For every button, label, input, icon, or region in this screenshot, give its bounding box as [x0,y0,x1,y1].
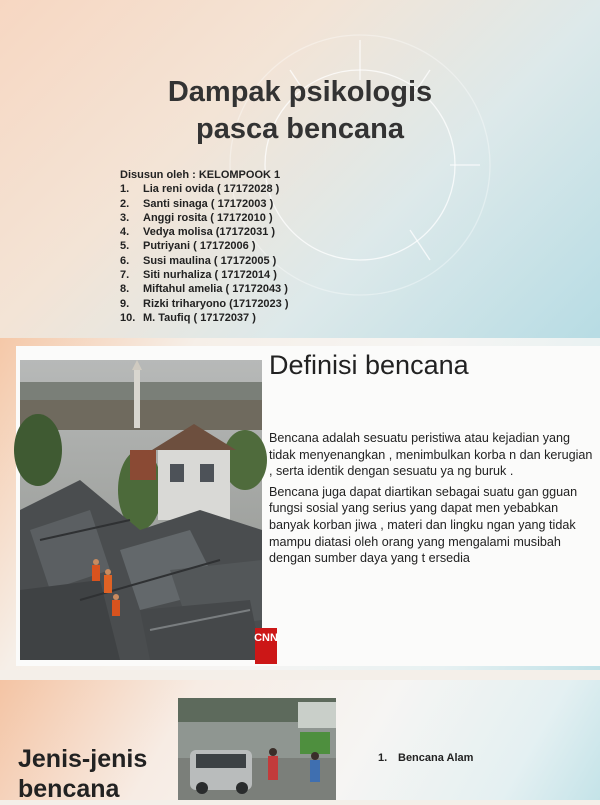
list-number: 8. [120,283,130,296]
title-slide [0,0,600,338]
definition-title: Definisi bencana [269,350,469,380]
list-number: 1. [378,752,388,764]
flood-photo [178,698,336,800]
list-number: 3. [120,211,130,224]
member-name: Santi sinaga ( 17172003 ) [143,197,274,210]
credits-block [120,168,289,325]
member-name: Vedya molisa (17172031 ) [143,226,276,239]
list-item [120,268,289,282]
definition-paragraph-1: Bencana adalah sesuatu peristiwa atau kejadian yang tidak menyenangkan , menimbulkan korba n dan kerugian , serta identik dengan sesuatu ya ng buruk . [269,431,593,479]
member-name: M. Taufiq ( 17172037 ) [143,311,256,324]
list-number: 5. [120,240,130,253]
member-name: Siti nurhaliza ( 17172014 ) [143,269,277,282]
list-number: 4. [120,226,130,239]
types-slide [0,680,600,803]
type-name: Bencana Alam [398,752,474,764]
definition-slide [0,338,600,670]
member-name: Lia reni ovida ( 17172028 ) [143,183,280,196]
list-number: 10. [120,311,136,324]
list-number: 2. [120,197,130,210]
list-item [120,282,289,296]
list-item [120,197,289,211]
credits-heading: Disusun oleh : KELOMPOOK 1 [120,169,281,181]
types-title-line-1: Jenis-jenis [18,745,148,773]
list-item [378,752,473,764]
list-item [120,182,289,196]
title-line-2: pasca bencana [196,113,404,145]
member-name: Anggi rosita ( 17172010 ) [143,211,273,224]
title-line-1: Dampak psikologis [167,76,433,108]
member-name: Susi maulina ( 17172005 ) [143,254,277,267]
definition-paragraph-2: Bencana juga dapat diartikan sebagai suatu gan gguan fungsi sosial yang serius yang dapat men yebabkan banyak korban jiwa , materi dan lingku ngan yang tidak mampu diatasi oleh orang yang mengalami musibah dengan sumber daya yang t ersedia [269,484,578,566]
cnn-logo [255,628,277,664]
member-name: Putriyani ( 17172006 ) [143,240,256,253]
list-item [120,311,289,325]
member-name: Rizki triharyono (17172023 ) [143,297,289,310]
list-number: 6. [120,254,130,267]
member-name: Miftahul amelia ( 17172043 ) [143,283,288,296]
list-item [120,225,289,239]
list-item [120,254,289,268]
member-list [120,182,289,325]
list-number: 7. [120,269,130,282]
flood-photo-illustration [178,698,336,800]
types-title-line-2: bencana [18,775,120,803]
disaster-photo-illustration [20,360,262,660]
list-number: 9. [120,297,130,310]
list-item [120,297,289,311]
list-item [120,239,289,253]
types-list [378,752,473,764]
list-number: 1. [120,183,130,196]
presentation-title [0,74,600,148]
list-item [120,211,289,225]
definition-body [269,430,595,571]
cnn-logo-text: CNN [254,632,278,644]
types-title [18,744,147,804]
disaster-photo [20,360,278,660]
